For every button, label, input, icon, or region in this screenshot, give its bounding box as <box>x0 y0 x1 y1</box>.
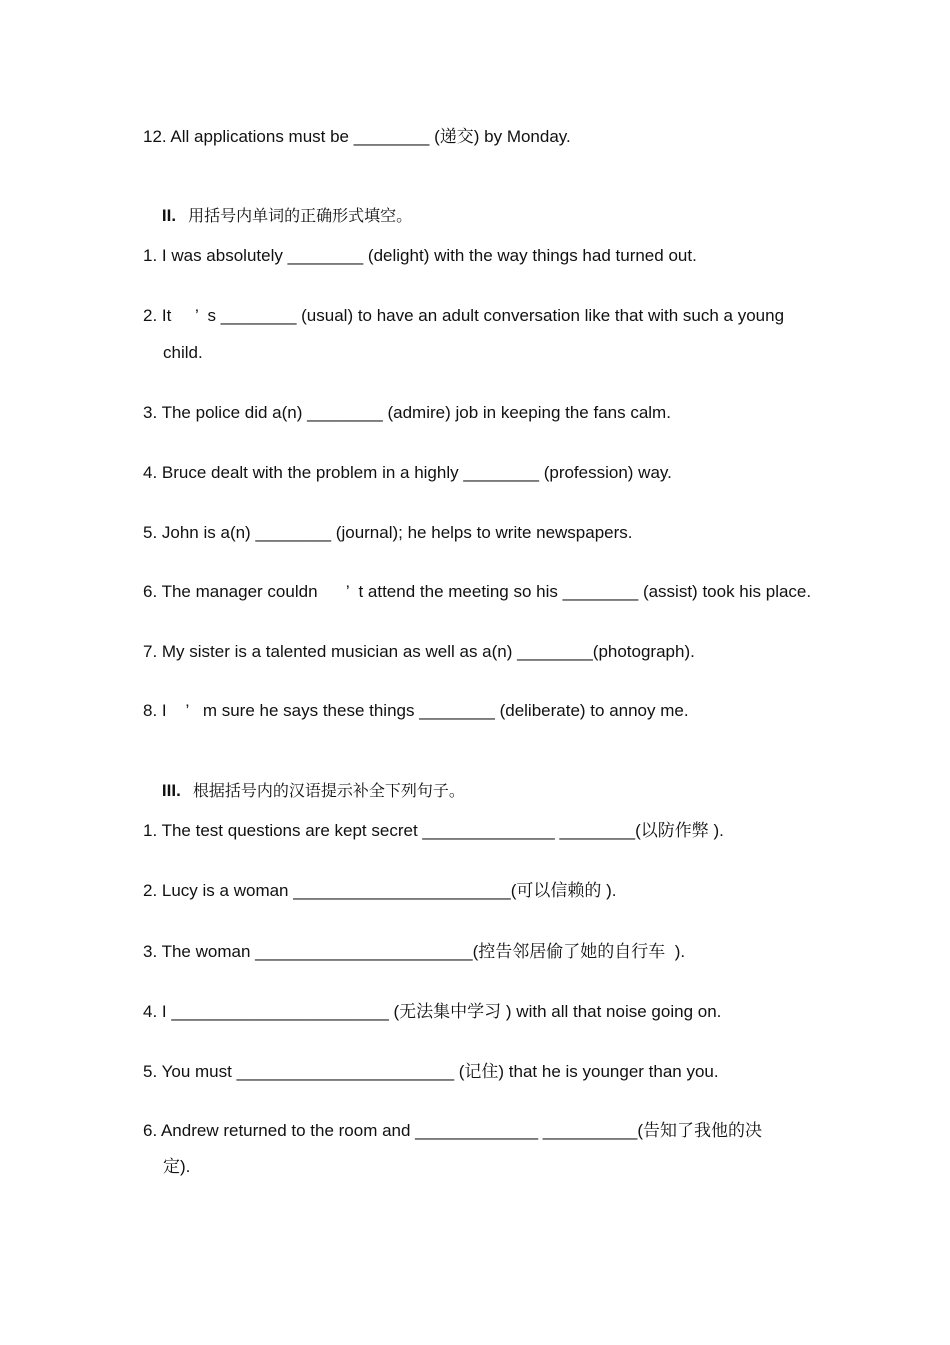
exercise-line-ii-6: 6. The manager couldn ’ t attend the meeting so his ________ (assist) took his place. <box>143 582 812 601</box>
exercise-line-ii-2-cont: child. <box>163 343 203 362</box>
exercise-line-ii-5: 5. John is a(n) ________ (journal); he helps to write newspapers. <box>143 523 633 542</box>
exercise-line-ii-8: 8. I ’ m sure he says these things ________ (deliberate) to annoy me. <box>143 701 689 720</box>
exercise-line-ii-1: 1. I was absolutely ________ (delight) with the way things had turned out. <box>143 246 697 265</box>
section-heading-3 <box>143 761 465 821</box>
section-heading-2 <box>143 186 412 246</box>
exercise-line-ii-2: 2. It ’ s ________ (usual) to have an adult conversation like that with such a young <box>143 306 785 325</box>
exercise-line-ii-7: 7. My sister is a talented musician as well as a(n) ________(photograph). <box>143 642 695 661</box>
section-number: III. <box>161 781 181 800</box>
section-number: II. <box>161 206 177 225</box>
exercise-line-iii-3: 3. The woman _______________________(控告邻居偷了她的自行车 ). <box>143 942 686 961</box>
exercise-line-iii-6: 6. Andrew returned to the room and _____________ __________(告知了我他的决 <box>143 1121 763 1140</box>
exercise-line-iii-2: 2. Lucy is a woman _______________________(可以信赖的 ). <box>143 881 617 900</box>
exercise-line-ii-3: 3. The police did a(n) ________ (admire) job in keeping the fans calm. <box>143 403 671 422</box>
exercise-line-12: 12. All applications must be ________ (递交) by Monday. <box>143 127 571 146</box>
exercise-line-iii-5: 5. You must _______________________ (记住) that he is younger than you. <box>143 1062 719 1081</box>
section-instruction: 用括号内单词的正确形式填空。 <box>188 206 413 225</box>
exercise-line-iii-4: 4. I _______________________ (无法集中学习 ) with all that noise going on. <box>143 1002 722 1021</box>
exercise-line-iii-6-cont: 定). <box>163 1157 191 1176</box>
exercise-line-iii-1: 1. The test questions are kept secret ______________ ________(以防作弊 ). <box>143 821 724 840</box>
section-instruction: 根据括号内的汉语提示补全下列句子。 <box>192 781 465 800</box>
exercise-line-ii-4: 4. Bruce dealt with the problem in a highly ________ (profession) way. <box>143 463 672 482</box>
